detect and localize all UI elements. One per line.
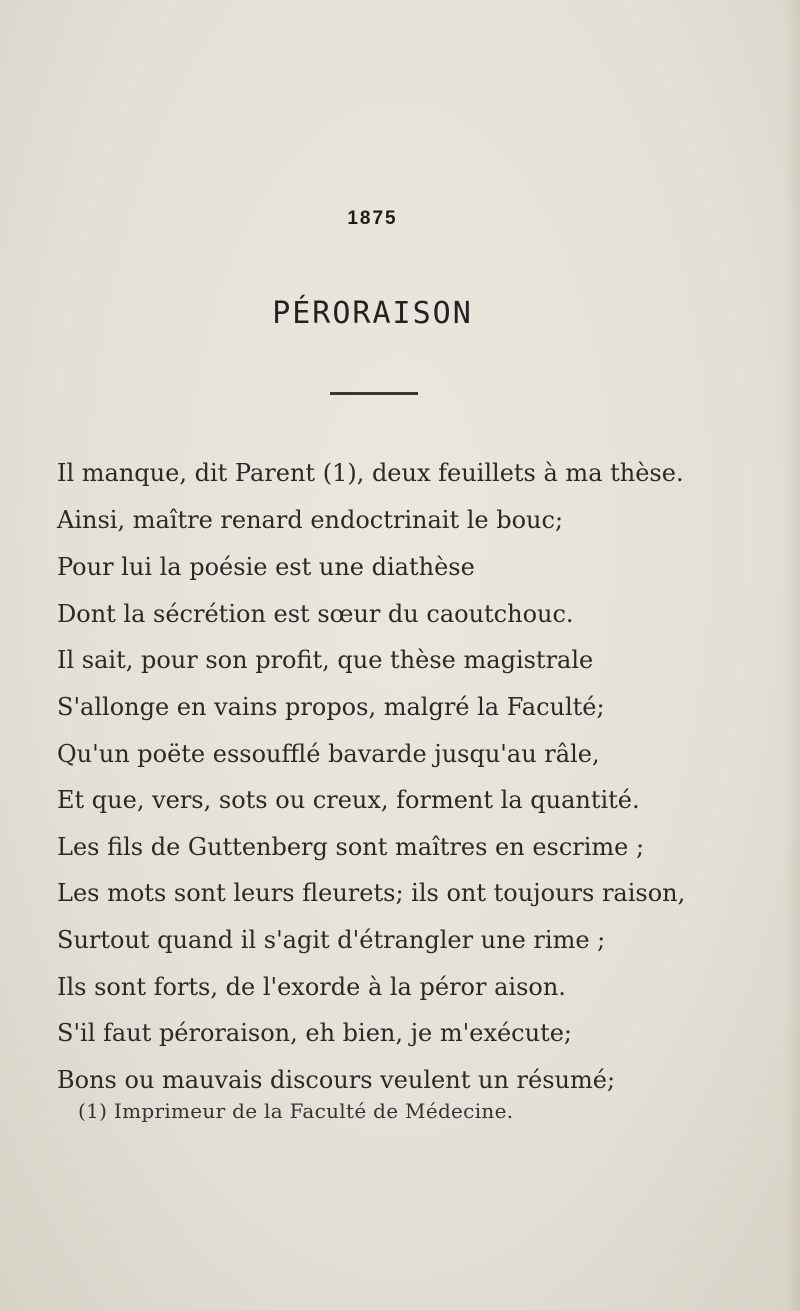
- poem-line: S'il faut péroraison, eh bien, je m'exécute;: [57, 1019, 573, 1047]
- poem-line: Et que, vers, sots ou creux, forment la quantité.: [57, 786, 640, 814]
- poem-line: Ils sont forts, de l'exorde à la péror aison.: [57, 973, 566, 1001]
- poem-line: Il sait, pour son profit, que thèse magistrale: [57, 646, 594, 674]
- title-divider: [330, 392, 418, 395]
- poem-line: S'allonge en vains propos, malgré la Faculté;: [57, 693, 605, 721]
- poem-title: PÉRORAISON: [272, 296, 473, 331]
- poem-line: Les mots sont leurs fleurets; ils ont toujours raison,: [57, 879, 686, 907]
- poem-line: Il manque, dit Parent (1), deux feuillets à ma thèse.: [57, 459, 684, 487]
- poem-line: Pour lui la poésie est une diathèse: [57, 553, 475, 581]
- poem-line: Ainsi, maître renard endoctrinait le bouc;: [57, 506, 564, 534]
- page-year: 1875: [347, 208, 398, 229]
- poem-line: Qu'un poëte essoufflé bavarde jusqu'au râle,: [57, 740, 600, 768]
- poem-line: Dont la sécrétion est sœur du caoutchouc.: [57, 600, 574, 628]
- page-edge-shadow: [786, 0, 800, 1311]
- footnote: (1) Imprimeur de la Faculté de Médecine.: [78, 1099, 514, 1123]
- poem-line: Surtout quand il s'agit d'étrangler une rime ;: [57, 926, 606, 954]
- poem-line: Bons ou mauvais discours veulent un résumé;: [57, 1066, 616, 1094]
- poem-line: Les fils de Guttenberg sont maîtres en escrime ;: [57, 833, 645, 861]
